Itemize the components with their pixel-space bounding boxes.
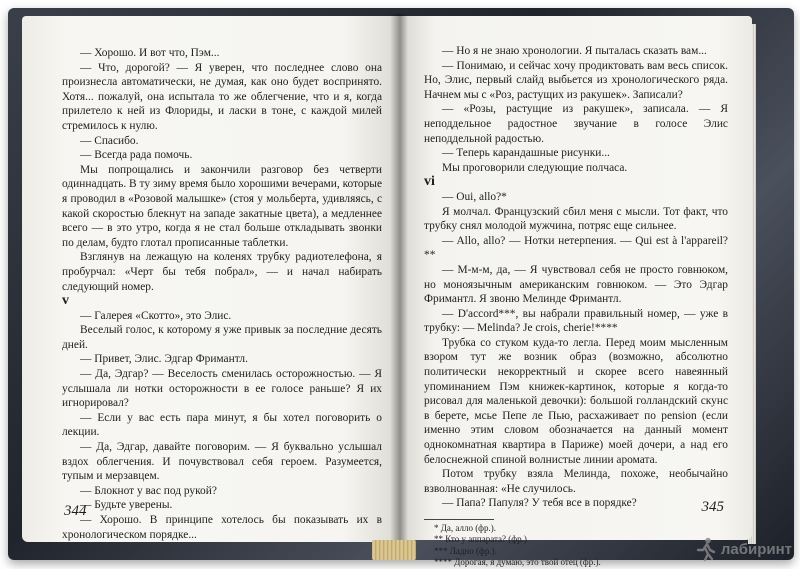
paragraph: Потом трубку взяла Мелинда, похоже, необычайно взволнованная: «Не случилось. — [424, 468, 728, 495]
left-page-text — [62, 46, 382, 542]
paragraph: — Спасибо. — [80, 134, 139, 147]
paragraph: — Теперь карандашные рисунки... — [442, 147, 610, 160]
page-number-right: 345 — [701, 499, 724, 515]
ribbon-bookmark — [372, 540, 416, 560]
left-page — [22, 16, 400, 542]
paragraph: — Хорошо. И вот что, Пэм... — [80, 47, 220, 59]
footnote: ** Кто у аппарата? (фр.) — [434, 534, 527, 545]
paragraph: Веселый голос, к которому я уже привык за последние десять дней. — [62, 324, 382, 351]
footnote: **** Дорогая, я думаю, это твой отец (фр.). — [434, 557, 601, 568]
paragraph: — Папа? Папуля? У тебя все в порядке? — [442, 497, 637, 510]
watermark-text: лабиринт — [720, 540, 792, 558]
right-page-text — [424, 44, 728, 569]
book-spine-gutter — [390, 14, 408, 549]
paragraph: — Да, Эдгар? — Веселость сменилась осторожностью. — Я услышала ли нотки осторожности в ее голосе раньше? Я их игнорировал? — [62, 368, 382, 410]
paragraph: — Блокнот у вас под рукой? — [80, 484, 217, 497]
paragraph: — D'accord***, вы набрали правильный номер, — уже в трубку: — Melinda? Je crois, cherie!**** — [424, 307, 728, 335]
paragraph: Мы попрощались и закончили разговор без четверти одиннадцать. В ту зиму время было хорошими вечерами, которые я проводил в «Розовой малышке» (стоя у мольберта, удивляясь, с какой скоростью блекнут на западе закатные цвета), а медленнее всего — в это утро, когда я не стал больше откладывать звонки по делам, будто глотал прописанные таблетки. — [62, 163, 382, 249]
paragraph: — Что, дорогой? — Я уверен, что последнее слово она произнесла автоматически, не думая, как оно будет воспринято. Хотя... пожалуй, она испытала то же облегчение, что и я, когда прилетело к ней из Флориды, и ласки в тоне, с каждой милей стремилось к нулю. — [62, 61, 382, 132]
watermark-logo — [695, 537, 792, 561]
paragraph: — Хорошо. В принципе хотелось бы показывать их в хронологическом порядке... — [62, 514, 382, 541]
paragraph: — Oui, allo?* — [442, 190, 507, 203]
running-man-icon — [695, 537, 717, 561]
paragraph: Я молчал. Французский сбил меня с мысли. Тот факт, что трубку снял молодой мужчина, потряс еще сильнее. — [424, 205, 728, 233]
paragraph: — Да, Эдгар, давайте поговорим. — Я буквально услышал вздох облегчения. И почувствовал себя героем. Разумеется, тупым и мерзавцем. — [62, 441, 382, 483]
footnote: *** Ладно (фр.). — [434, 545, 497, 556]
paragraph: — Allo, allo? — Нотки нетерпения. — Qui est à l'appareil?** — [424, 234, 728, 262]
paragraph: — М-м-м, да, — Я чувствовал себя не просто говнюком, но моноязычным американским говнюком. — Это Эдгар Фримантл. Я звоню Мелинде Фримантл. — [424, 263, 728, 306]
footnote: * Да, алло (фр.). — [434, 523, 497, 533]
paragraph: Трубка со стуком куда-то легла. Перед моим мысленным взором тут же возник образ (возможно, абсолютно политически некорректный и скорее всего навеянный упоминанием Пэм книжек-картинок, которые я когда-то рисовал для маленькой девочки): большой голландский скунс в берете, мсье Пепе ле Пью, расхаживает по pension (если именно этим словом обозначается на данный момент однокомнатная квартира в Париже) моей дочери, а над его белоснежной спиной волнистые линии аромата. — [424, 336, 728, 466]
chapter-heading: v — [62, 293, 69, 309]
paragraph: Мы проговорили следующие полчаса. — [442, 161, 628, 174]
paragraph: — «Розы, растущие из ракушек», записала. — Я неподдельное радостное звучание в голосе Элис неподдельной радостью. — [424, 103, 728, 145]
paragraph: — Будьте уверены. — [80, 499, 173, 512]
paragraph: — Галерея «Скотто», это Элис. — [80, 309, 232, 322]
paragraph: — Привет, Элис. Эдгар Фримантл. — [80, 353, 248, 366]
right-page — [400, 16, 752, 568]
paragraph: — Если у вас есть пара минут, я бы хотел поговорить о лекции. — [62, 411, 382, 439]
chapter-heading: vi — [424, 174, 435, 190]
footnote-divider — [424, 519, 494, 520]
paragraph: — Всегда рада помочь. — [80, 149, 193, 162]
paragraph: Взглянув на лежащую на коленях трубку радиотелефона, я пробурчал: «Черт бы тебя побрал», — и начал набирать следующий номер. — [62, 251, 382, 293]
page-number-left: 344 — [64, 503, 87, 519]
paragraph: — Но я не знаю хронологии. Я пыталась сказать вам... — [442, 45, 707, 57]
paragraph: — Понимаю, и сейчас хочу продиктовать вам весь список. Но, Элис, первый слайд выбьется из хронологического ряда. Начнем мы с «Роз, растущих из ракушек». Записали? — [424, 59, 728, 101]
